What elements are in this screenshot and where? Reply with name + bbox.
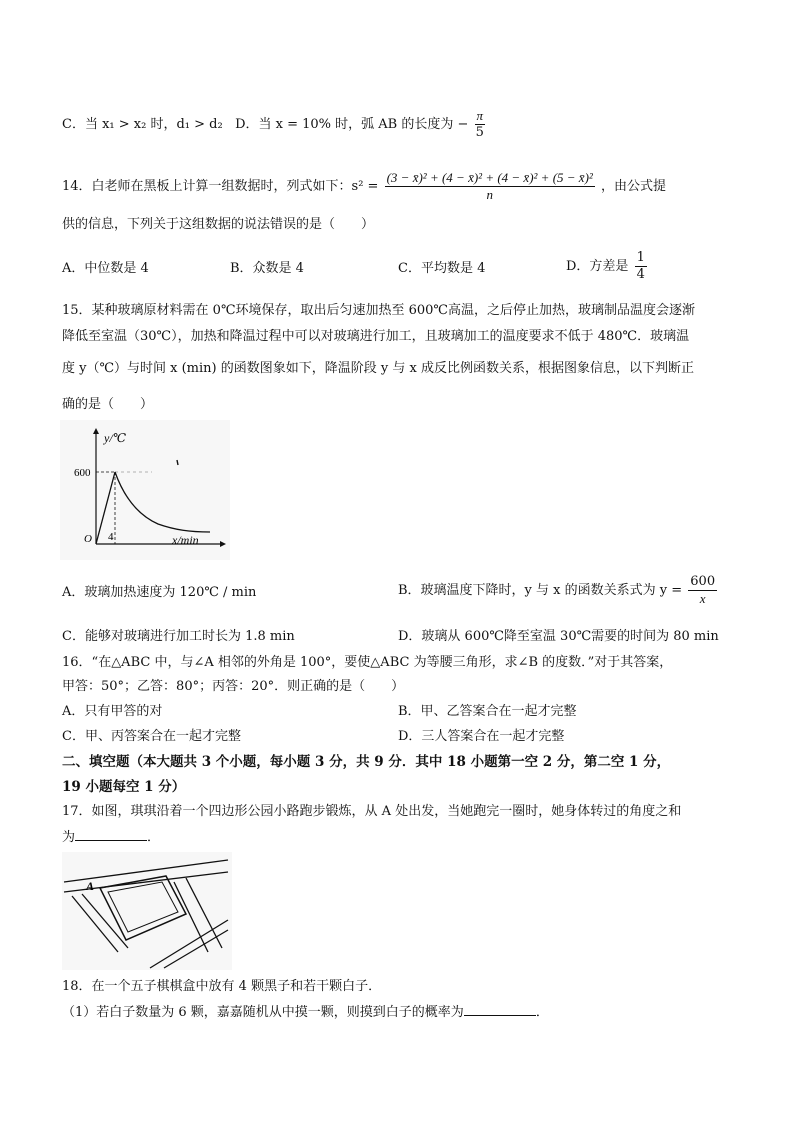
y-tick-600: 600 bbox=[74, 467, 91, 479]
section2-heading-line2: 19 小题每空 1 分） bbox=[62, 779, 186, 795]
y-axis-label: y/℃ bbox=[104, 431, 127, 445]
q14-stem-prefix: 14．白老师在黑板上计算一组数据时，列式如下：s² = bbox=[62, 179, 379, 194]
q14-formula-fraction bbox=[385, 170, 595, 203]
q13-option-c: C．当 x₁ > x₂ 时，d₁ > d₂ bbox=[62, 117, 223, 132]
origin-label: O bbox=[84, 533, 92, 545]
q14-formula-denominator: n bbox=[486, 187, 493, 202]
q14-stem-line1 bbox=[62, 170, 666, 203]
section2-heading-line1: 二、填空题（本大题共 3 个小题，每小题 3 分，共 9 分．其中 18 小题第一空 2 分，第二空 1 分， bbox=[62, 754, 671, 770]
x-axis-label: x/min bbox=[172, 533, 199, 547]
q18-stem-line2 bbox=[62, 1003, 549, 1022]
q16-stem-line1: 16．“在△ABC 中，与∠A 相邻的外角是 100°，要使△ABC 为等腰三角形，求∠B 的度数．”对于其答案， bbox=[62, 655, 673, 670]
q17-stem-line1: 17．如图，琪琪沿着一个四边形公园小路跑步锻炼，从 A 处出发，当她跑完一圈时，她身体转过的角度之和 bbox=[62, 804, 682, 819]
q14-option-c: C．平均数是 4 bbox=[398, 261, 486, 276]
x-tick-4: 4 bbox=[108, 531, 114, 543]
q14-option-a: A．中位数是 4 bbox=[62, 261, 149, 276]
q15-option-c: C．能够对玻璃进行加工时长为 1.8 min bbox=[62, 629, 295, 644]
q14-option-b: B．众数是 4 bbox=[230, 261, 304, 276]
q13-option-d-fraction bbox=[475, 108, 486, 141]
q15-option-b-fraction bbox=[688, 574, 717, 607]
q17-answer-blank bbox=[75, 828, 147, 841]
q14-stem-suffix: ，由公式提 bbox=[600, 179, 666, 194]
q17-stem-line2 bbox=[62, 828, 160, 847]
q15-b-denominator: x bbox=[699, 591, 706, 606]
q14-d-numerator: 1 bbox=[636, 250, 645, 265]
q15-stem-line3: 度 y（℃）与时间 x (min) 的函数图象如下，降温阶段 y 与 x 成反比例函数关系，根据图象信息，以下判断正 bbox=[62, 361, 694, 376]
q15-option-d: D．玻璃从 600℃降至室温 30℃需要的时间为 80 min bbox=[398, 629, 719, 644]
q17-line2-prefix: 为 bbox=[62, 830, 76, 845]
q18-stem-line1: 18．在一个五子棋棋盒中放有 4 颗黑子和若干颗白子． bbox=[62, 979, 382, 994]
q15-stem-line4: 确的是（ ） bbox=[62, 397, 154, 412]
q15-stem-line2: 降低至室温（30℃），加热和降温过程中可以对玻璃进行加工，且玻璃加工的温度要求不低于 480℃．玻璃温 bbox=[62, 329, 690, 344]
q15-b-numerator: 600 bbox=[690, 574, 716, 589]
q17-park-path-figure bbox=[62, 852, 232, 970]
q15-temperature-graph bbox=[60, 420, 230, 560]
q15-option-b bbox=[398, 574, 719, 607]
q16-option-a: A．只有甲答的对 bbox=[62, 704, 163, 719]
q16-option-c: C．甲、丙答案合在一起才完整 bbox=[62, 729, 241, 744]
q14-option-d-fraction bbox=[635, 250, 647, 283]
point-a-label: A bbox=[86, 879, 95, 893]
q14-option-d bbox=[566, 250, 649, 283]
q15-option-a: A．玻璃加热速度为 120℃ / min bbox=[62, 585, 257, 600]
q18-line2-prefix: （1）若白子数量为 6 颗，嘉嘉随机从中摸一颗，则摸到白子的概率为 bbox=[62, 1005, 464, 1020]
q14-stem-line2: 供的信息，下列关于这组数据的说法错误的是（ ） bbox=[62, 217, 375, 232]
q13-d-denominator: 5 bbox=[475, 125, 484, 140]
q18-answer-blank bbox=[464, 1003, 536, 1016]
q13-options-cd bbox=[62, 108, 487, 141]
q13-option-d: D．当 x = 10% 时，弧 AB 的长度为 − bbox=[235, 117, 469, 132]
q15-option-b-prefix: B．玻璃温度下降时，y 与 x 的函数关系式为 y = bbox=[398, 583, 683, 598]
q16-stem-line2: 甲答：50°；乙答：80°；丙答：20°．则正确的是（ ） bbox=[62, 679, 405, 694]
figure-background bbox=[62, 852, 232, 970]
q16-option-d: D．三人答案合在一起才完整 bbox=[398, 729, 565, 744]
q18-line2-suffix: ． bbox=[535, 1005, 549, 1020]
q13-d-numerator: π bbox=[476, 108, 484, 123]
q16-option-b: B．甲、乙答案合在一起才完整 bbox=[398, 704, 577, 719]
stray-mark bbox=[177, 460, 178, 465]
q17-line2-suffix: ． bbox=[147, 830, 161, 845]
q14-option-d-prefix: D．方差是 bbox=[566, 259, 629, 274]
q14-d-denominator: 4 bbox=[636, 267, 645, 282]
q14-formula-numerator: (3 − x̄)² + (4 − x̄)² + (4 − x̄)² + (5 − x̄)² bbox=[386, 170, 593, 185]
q15-stem-line1: 15．某种玻璃原材料需在 0℃环境保存，取出后匀速加热至 600℃高温，之后停止加热，玻璃制品温度会逐渐 bbox=[62, 303, 695, 318]
